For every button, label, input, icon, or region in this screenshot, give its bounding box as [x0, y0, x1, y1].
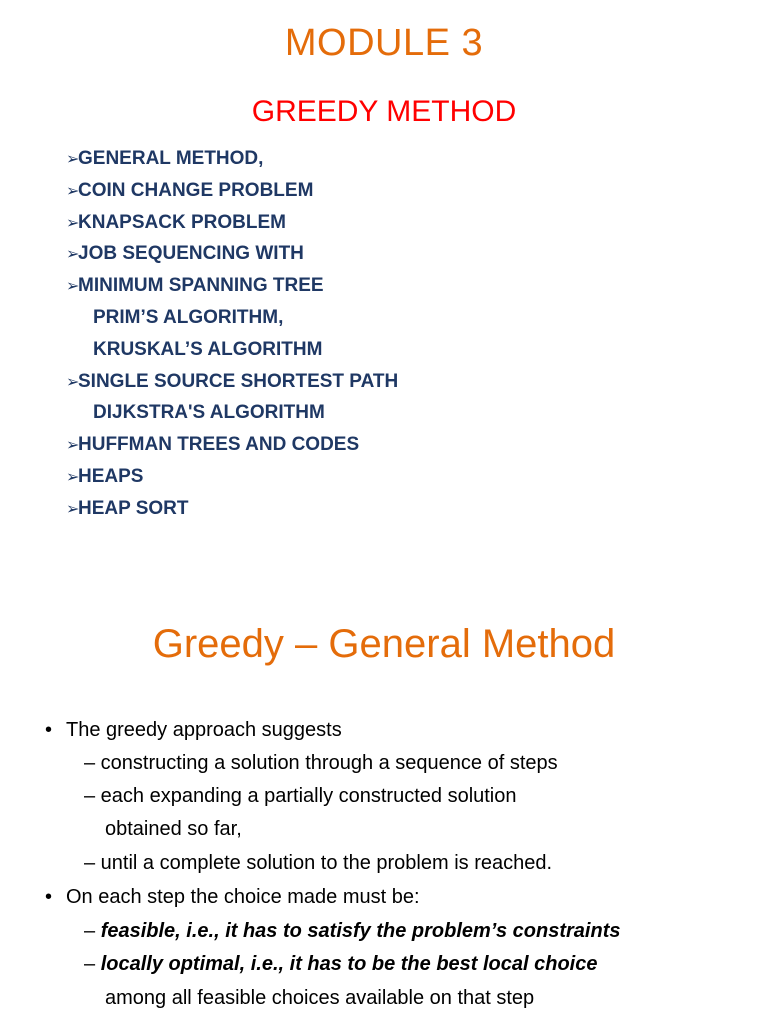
topic-label: HUFFMAN TREES AND CODES [78, 434, 360, 456]
topic-subitem [66, 302, 398, 334]
topic-item [66, 270, 398, 302]
topic-item [66, 207, 398, 239]
bullet-text: On each step the choice made must be: [66, 886, 420, 908]
arrow-bullet-icon: ➢ [66, 214, 80, 232]
topic-label: GENERAL METHOD, [78, 148, 264, 169]
topic-item [66, 175, 398, 207]
topic-label: DIJKSTRA'S ALGORITHM [93, 402, 325, 424]
topic-label: HEAPS [78, 465, 144, 487]
topic-label: JOB SEQUENCING WITH [78, 243, 304, 265]
emphasis-text: locally optimal, i.e., it has to be the best local choice [100, 953, 598, 975]
sub-item-text: among all feasible choices available on that step [105, 987, 535, 1009]
arrow-bullet-icon: ➢ [66, 468, 80, 486]
topic-list [66, 143, 398, 525]
sub-item-text: – each expanding a partially constructed solution [84, 785, 517, 807]
arrow-bullet-icon: ➢ [66, 182, 80, 200]
slide-greedy-general-method [0, 600, 768, 1024]
sub-item-text: – until a complete solution to the problem is reached. [84, 852, 553, 874]
arrow-bullet-icon: ➢ [66, 246, 80, 264]
bullet-dot: • [45, 886, 53, 908]
arrow-bullet-icon: ➢ [66, 151, 80, 168]
sub-item-text: obtained so far, [105, 818, 242, 840]
sub-item-text: – constructing a solution through a sequence of steps [84, 752, 558, 774]
emphasis-text: feasible, i.e., it has to satisfy the problem’s constraints [100, 920, 621, 942]
topic-subitem [66, 397, 398, 429]
sub-item-text [84, 915, 620, 948]
topic-label: COIN CHANGE PROBLEM [78, 179, 314, 201]
topic-item [66, 238, 398, 270]
topic-label: PRIM’S ALGORITHM, [93, 306, 284, 328]
topic-item [66, 429, 398, 461]
topic-item [66, 366, 398, 398]
sub-item-text [84, 948, 597, 981]
topic-label: KNAPSACK PROBLEM [78, 211, 286, 233]
arrow-bullet-icon: ➢ [66, 500, 80, 518]
slide-subtitle: GREEDY METHOD [251, 95, 517, 128]
topic-label: KRUSKAL’S ALGORITHM [93, 338, 323, 360]
arrow-bullet-icon: ➢ [66, 278, 80, 296]
topic-item [66, 461, 398, 493]
dash-mark: – [84, 953, 96, 975]
topic-item [66, 143, 398, 175]
bullet-dot: • [45, 719, 53, 741]
topic-label: SINGLE SOURCE SHORTEST PATH [78, 370, 399, 392]
topic-label: HEAP SORT [78, 497, 189, 519]
slide-title: MODULE 3 [284, 22, 484, 64]
arrow-bullet-icon: ➢ [66, 373, 80, 391]
topic-label: MINIMUM SPANNING TREE [78, 275, 324, 297]
slide-title: Greedy – General Method [152, 622, 616, 666]
dash-mark: – [84, 920, 96, 942]
arrow-bullet-icon: ➢ [66, 437, 80, 455]
topic-item [66, 493, 398, 525]
topic-subitem [66, 334, 398, 366]
bullet-text: The greedy approach suggests [66, 719, 342, 741]
